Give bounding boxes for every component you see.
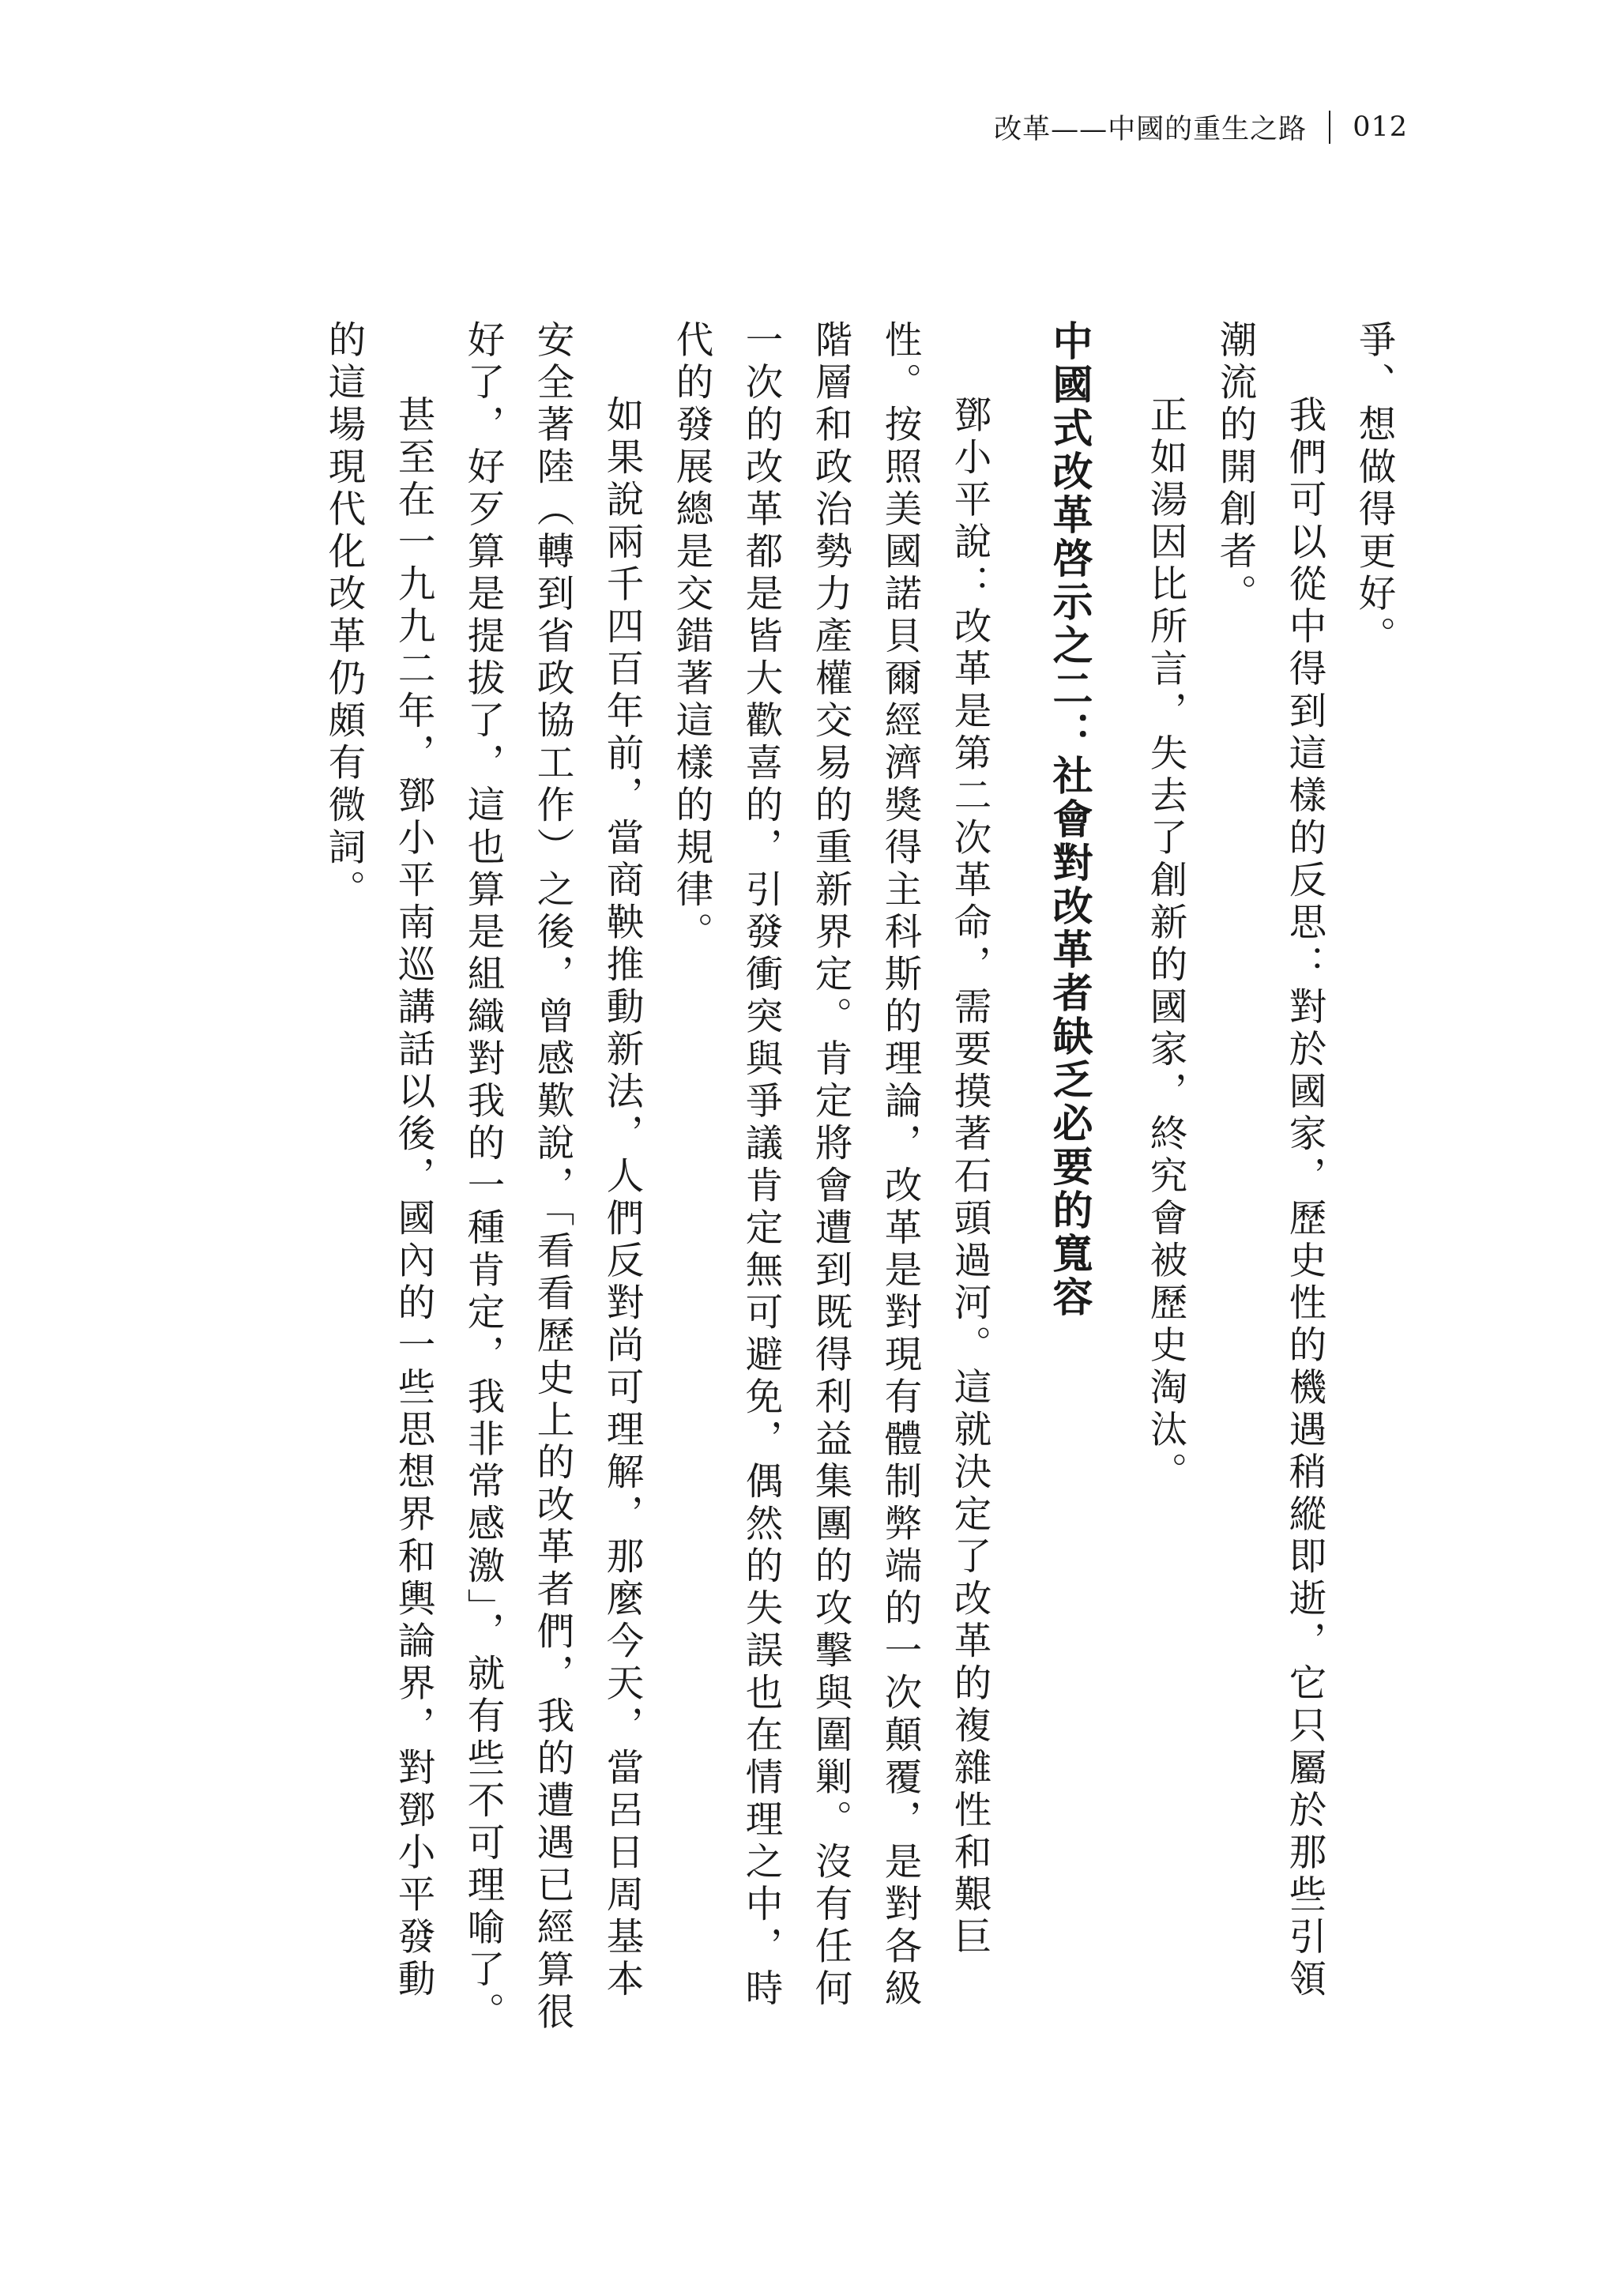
header-divider	[1329, 111, 1330, 144]
paragraph-continuation: 爭、想做得更好。	[1352, 320, 1395, 658]
paragraph: 鄧小平說：改革是第二次革命，需要摸著石頭過河。這就決定了改革的複雜性和艱巨性。按照美國諾貝爾經濟獎得主科斯的理論，改革是對現有體制弊端的一次顛覆，是對各級階層和政治勢力產權交易的重新界定。肯定將會遭到既得利益集團的攻擊與圍剿。沒有任何一次的改革都是皆大歡喜的，引發衝突與爭議肯定無可避免，偶然的失誤也在情理之中，時代的發展總是交錯著這樣的規律。	[669, 320, 991, 2011]
page-number: 012	[1353, 111, 1408, 143]
running-header	[994, 107, 1408, 147]
vertical-text-body	[308, 320, 1408, 2034]
paragraph: 如果說兩千四百年前，當商鞅推動新法，人們反對尚可理解，那麼今天，當呂日周基本安全著陸（轉到省政協工作）之後，曾感歎說，「看看歷史上的改革者們，我的遭遇已經算很好了，好歹算是提拔了，這也算是組織對我的一種肯定，我非常感激」，就有些不可理喻了。	[461, 320, 643, 2034]
section-heading: 中國式改革啓示之二：社會對改革者缺乏必要的寬容	[1045, 320, 1092, 1319]
paragraph: 我們可以從中得到這樣的反思：對於國家，歷史性的機遇稍縱即逝，它只屬於那些引領潮流的開創者。	[1213, 320, 1326, 2001]
paragraph: 正如湯因比所言，失去了創新的國家，終究會被歷史淘汰。	[1143, 395, 1187, 1494]
paragraph: 甚至在一九九二年，鄧小平南巡講話以後，國內的一些思想界和輿論界，對鄧小平發動的這場現代化改革仍頗有微詞。	[322, 320, 435, 2001]
book-title: 改革——中國的重生之路	[994, 114, 1308, 145]
